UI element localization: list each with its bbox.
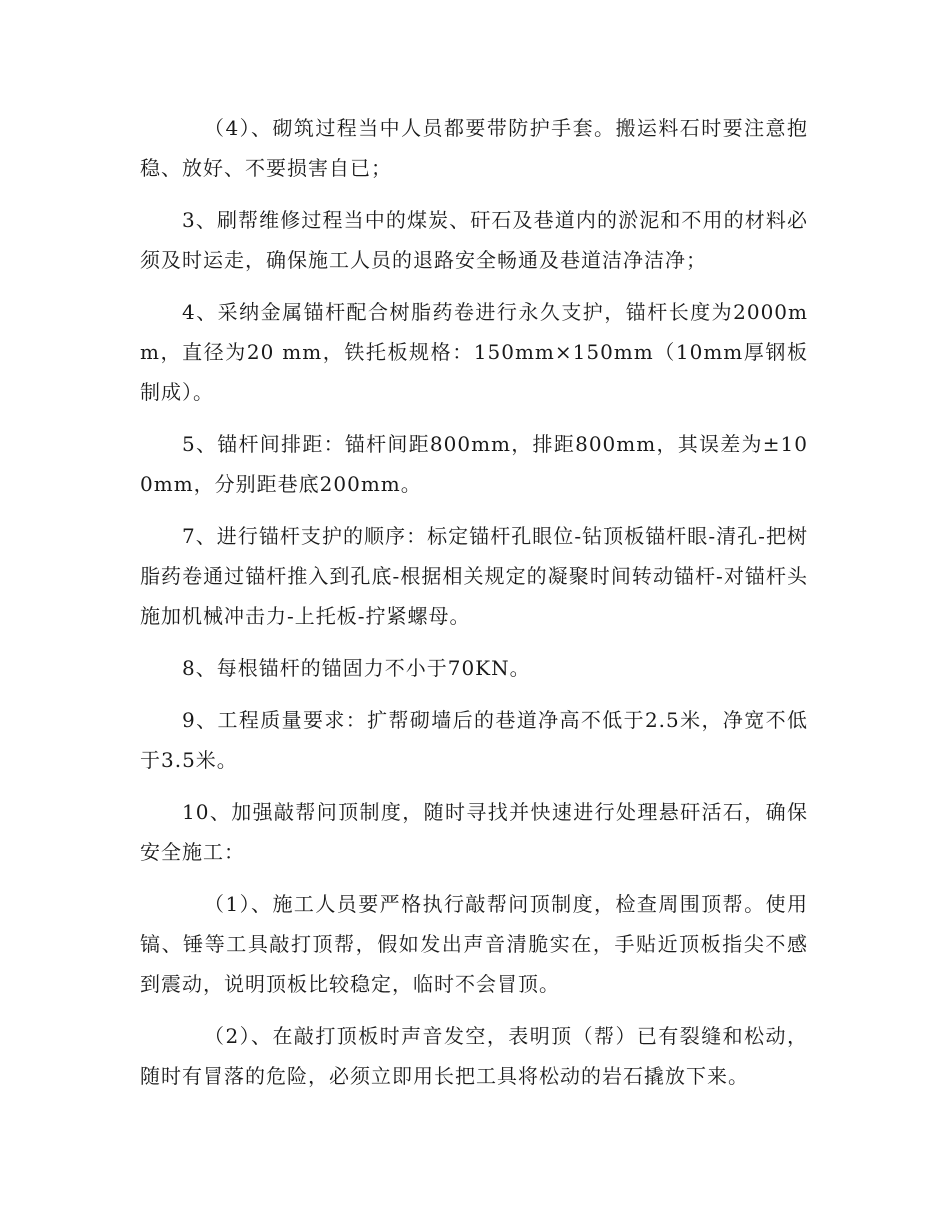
paragraph-item-7: 7、进行锚杆支护的顺序：标定锚杆孔眼位-钻顶板锚杆眼-清孔-把树脂药卷通过锚杆推入到孔底-根据相关规定的凝聚时间转动锚杆-对锚杆头施加机械冲击力-上托板-拧紧螺母。: [140, 524, 808, 628]
paragraph-item-9: 9、工程质量要求：扩帮砌墙后的巷道净高不低于2.5米，净宽不低于3.5米。: [140, 708, 808, 772]
paragraph-item-10: 10、加强敲帮问顶制度，随时寻找并快速进行处理悬矸活石，确保安全施工：: [140, 800, 808, 864]
paragraph-item-8: 8、每根锚杆的锚固力不小于70KN。: [182, 656, 531, 680]
document-body: [140, 108, 808, 1108]
paragraph-item-5: 5、锚杆间排距：锚杆间距800mm，排距800mm，其误差为±100mm，分别距巷底200mm。: [140, 432, 808, 496]
paragraph-sub-item-1: （1）、施工人员要严格执行敲帮问顶制度，检查周围顶帮。使用镐、锤等工具敲打顶帮，假如发出声音清脆实在，手贴近顶板指尖不感到震动，说明顶板比较稳定，临时不会冒顶。: [140, 892, 808, 996]
paragraph-sub-item-4: （4）、砌筑过程当中人员都要带防护手套。搬运料石时要注意抱稳、放好、不要损害自已；: [140, 116, 808, 180]
paragraph-sub-item-2: （2）、在敲打顶板时声音发空，表明顶（帮）已有裂缝和松动，随时有冒落的危险，必须立即用长把工具将松动的岩石撬放下来。: [140, 1024, 808, 1088]
paragraph-item-3: 3、刷帮维修过程当中的煤炭、矸石及巷道内的淤泥和不用的材料必须及时运走，确保施工人员的退路安全畅通及巷道洁净洁净；: [140, 208, 808, 272]
paragraph-item-4: 4、采纳金属锚杆配合树脂药卷进行永久支护，锚杆长度为2000mm，直径为20 mm，铁托板规格：150mm×150mm（10mm厚钢板制成）。: [140, 300, 808, 404]
